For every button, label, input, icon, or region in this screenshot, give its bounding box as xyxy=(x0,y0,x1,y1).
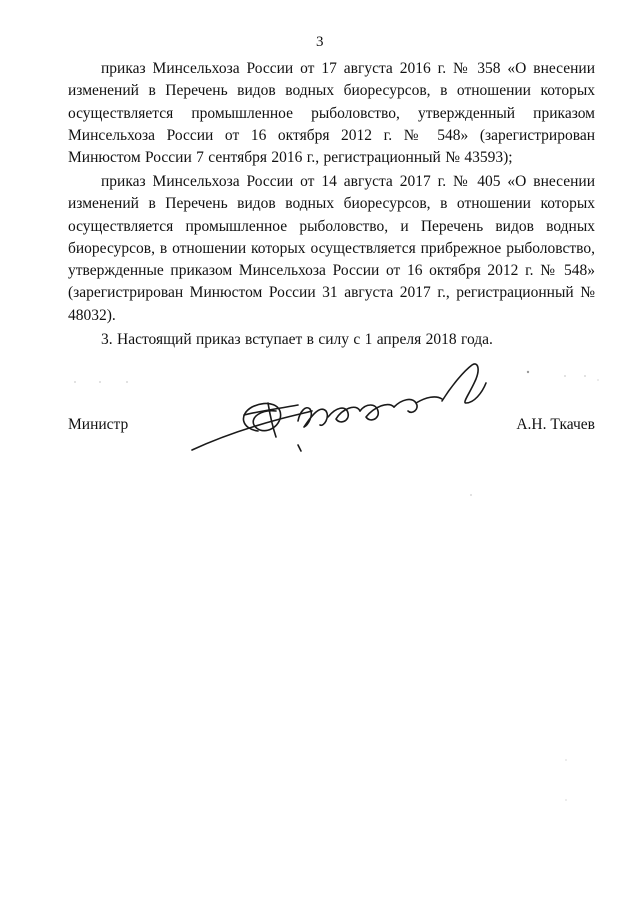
handwritten-signature xyxy=(180,345,520,465)
signature-line xyxy=(68,416,595,440)
signatory-title: Министр xyxy=(68,416,129,433)
paragraph-order-358: приказ Минсельхоза России от 17 августа 2016 г. № 358 «О внесении изменений в Перечень видов водных биоресурсов, в отношении которых осуществляется промышленное рыболовство, утвержденный приказом Минсельхоза России от 16 октября 2012 г. № 548» (зарегистрирован Минюстом России 7 сентября 2016 г., регистрационный № 43593); xyxy=(68,60,595,167)
signatory-name: А.Н. Ткачев xyxy=(516,416,595,433)
page-number: 3 xyxy=(316,34,324,50)
paragraph-order-405: приказ Минсельхоза России от 14 августа 2017 г. № 405 «О внесении изменений в Перечень видов водных биоресурсов, в отношении которых осуществляется промышленное рыболовство, и Перечень видов водных биоресурсов, в отношении которых осуществляется прибрежное рыболовство, утвержденные приказом Минсельхоза России от 16 октября 2012 г. № 548» (зарегистрирован Минюстом России 31 августа 2017 г., регистрационный № 48032). xyxy=(68,172,595,324)
document-body xyxy=(68,58,595,352)
paragraph-effective-date: 3. Настоящий приказ вступает в силу с 1 апреля 2018 года. xyxy=(101,330,493,348)
